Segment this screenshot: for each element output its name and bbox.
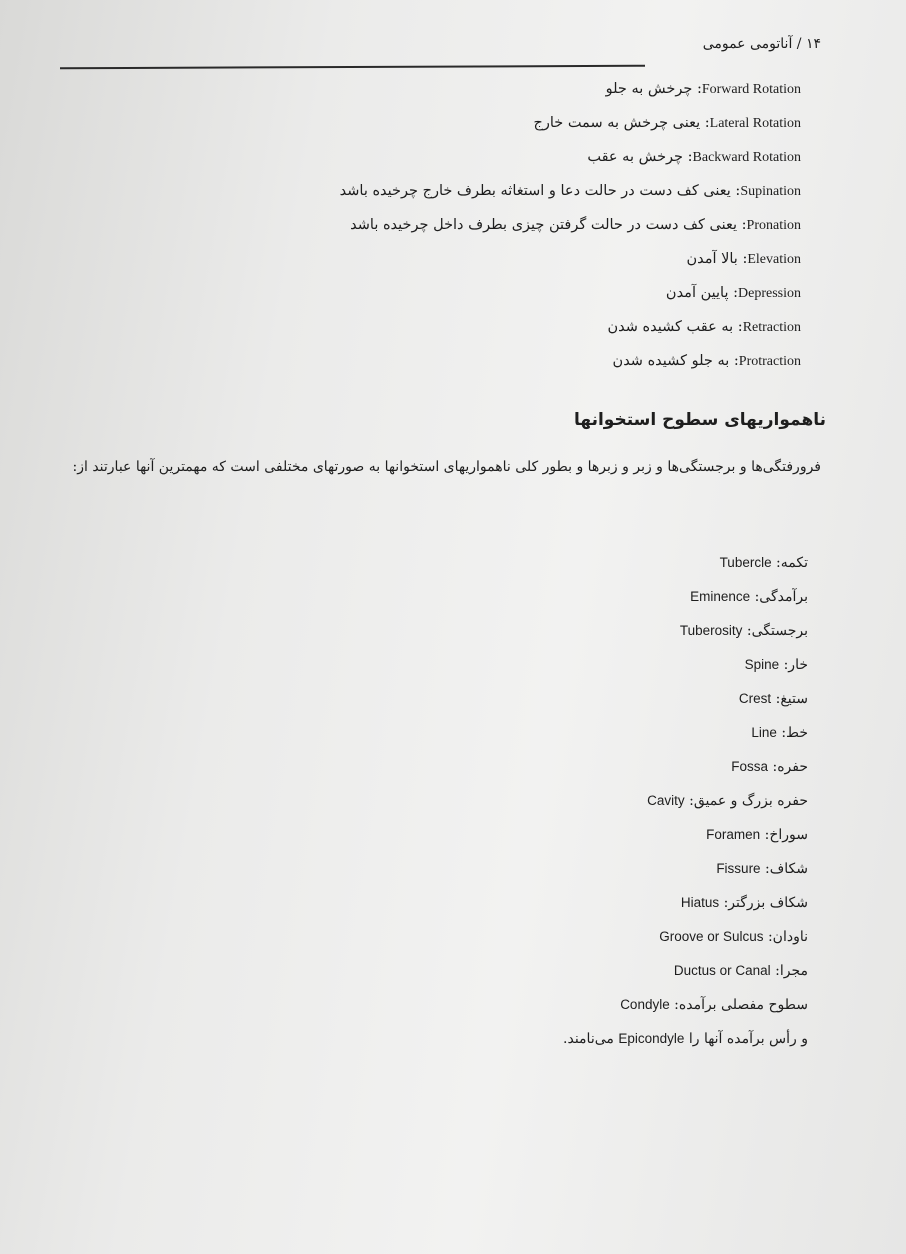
section-intro-paragraph: فرورفتگی‌ها و برجستگی‌ها و زبر و زبرها و بطور کلی ناهمواریهای استخوانها به صورتهای مختلفی است که مهمترین آنها عبارتند از: — [72, 459, 821, 475]
irregularity-item — [563, 990, 808, 1024]
irregularity-english: Fissure — [716, 861, 761, 876]
irregularity-persian: حفره بزرگ و عمیق: — [689, 793, 808, 809]
irregularity-item — [563, 582, 808, 616]
irregularity-english: Fossa — [731, 759, 769, 774]
closing-text-after: می‌نامند. — [563, 1031, 614, 1047]
movement-term: Elevation: بالا آمدن — [686, 251, 801, 267]
irregularity-english: Groove or Sulcus — [659, 929, 764, 944]
term-description: یعنی چرخش به سمت خارج — [533, 115, 701, 131]
irregularity-item — [563, 752, 808, 786]
movement-term: Lateral Rotation: یعنی چرخش به سمت خارج — [533, 115, 801, 131]
section-heading: ناهمواریهای سطوح استخوانها — [573, 410, 826, 430]
irregularity-persian: سوراخ: — [764, 827, 808, 843]
irregularity-english: Crest — [738, 691, 772, 706]
irregularity-persian: شکاف بزرگتر: — [723, 895, 808, 911]
term-description: چرخش به عقب — [587, 149, 684, 165]
irregularity-persian: برآمدگی: — [754, 589, 808, 605]
irregularity-item — [563, 786, 808, 820]
term-english: Pronation — [746, 218, 801, 233]
term-english: Lateral Rotation — [709, 116, 801, 131]
irregularity-persian: مجرا: — [775, 963, 808, 979]
term-english: Elevation — [747, 252, 801, 267]
irregularity-persian: برجستگی: — [746, 623, 808, 639]
irregularity-persian: حفره: — [772, 759, 808, 775]
irregularity-item — [563, 888, 808, 922]
irregularity-english: Cavity — [647, 793, 685, 808]
irregularity-english: Foramen — [706, 827, 761, 842]
movement-term: Supination: یعنی کف دست در حالت دعا و استغاثه بطرف خارج چرخیده باشد — [339, 183, 801, 199]
closing-text-before: و رأس برآمده آنها را — [688, 1031, 808, 1047]
movement-terms-list — [340, 76, 801, 382]
irregularity-english: Spine — [744, 657, 780, 672]
irregularity-item — [563, 820, 808, 854]
movement-term: Retraction: به عقب کشیده شدن — [607, 319, 801, 335]
irregularity-english: Eminence — [690, 589, 751, 604]
movement-term: Protraction: به جلو کشیده شدن — [612, 353, 801, 369]
irregularity-english: Ductus or Canal — [673, 963, 771, 978]
term-description: به جلو کشیده شدن — [612, 353, 730, 369]
irregularity-english: Tuberosity — [679, 623, 743, 638]
term-english: Depression — [738, 286, 801, 301]
term-description: چرخش به جلو — [605, 81, 693, 97]
term-description: پایین آمدن — [665, 285, 729, 301]
irregularity-persian: شکاف: — [765, 861, 808, 877]
header-rule — [60, 65, 645, 70]
term-description: یعنی کف دست در حالت گرفتن چیزی بطرف داخل چرخیده باشد — [350, 217, 738, 233]
movement-term: Depression: پایین آمدن — [665, 285, 801, 301]
irregularity-item — [563, 922, 808, 956]
term-english: Forward Rotation — [701, 82, 801, 97]
irregularity-persian: خار: — [783, 657, 808, 673]
movement-term: Forward Rotation: چرخش به جلو — [605, 81, 801, 97]
term-description: یعنی کف دست در حالت دعا و استغاثه بطرف خارج چرخیده باشد — [339, 183, 731, 199]
irregularities-list — [563, 548, 808, 1058]
irregularity-item — [563, 684, 808, 718]
movement-term: Pronation: یعنی کف دست در حالت گرفتن چیزی بطرف داخل چرخیده باشد — [350, 217, 801, 233]
term-english: Supination — [740, 184, 801, 199]
term-description: به عقب کشیده شدن — [607, 319, 734, 335]
closing-term: Epicondyle — [618, 1031, 685, 1046]
irregularity-english: Hiatus — [680, 895, 720, 910]
irregularity-item — [563, 548, 808, 582]
irregularity-item — [563, 854, 808, 888]
irregularity-persian: خط: — [781, 725, 808, 741]
term-description: بالا آمدن — [686, 251, 738, 267]
irregularity-english: Line — [751, 725, 777, 740]
irregularity-persian: تکمه: — [776, 555, 808, 571]
irregularity-persian: ناودان: — [767, 929, 808, 945]
irregularity-item — [563, 650, 808, 684]
irregularity-item — [563, 616, 808, 650]
irregularity-english: Condyle — [620, 997, 670, 1012]
irregularity-persian: سطوح مفصلی برآمده: — [674, 997, 808, 1013]
irregularity-item — [563, 956, 808, 990]
term-english: Protraction — [738, 354, 801, 369]
term-english: Backward Rotation — [692, 150, 801, 165]
irregularity-item — [563, 718, 808, 752]
running-header: ۱۴ / آناتومی عمومی — [702, 36, 821, 52]
term-english: Retraction — [742, 320, 801, 335]
irregularity-persian: ستیغ: — [775, 691, 808, 707]
irregularity-english: Tubercle — [719, 555, 772, 570]
movement-term: Backward Rotation: چرخش به عقب — [587, 149, 801, 165]
closing-sentence — [563, 1024, 808, 1058]
